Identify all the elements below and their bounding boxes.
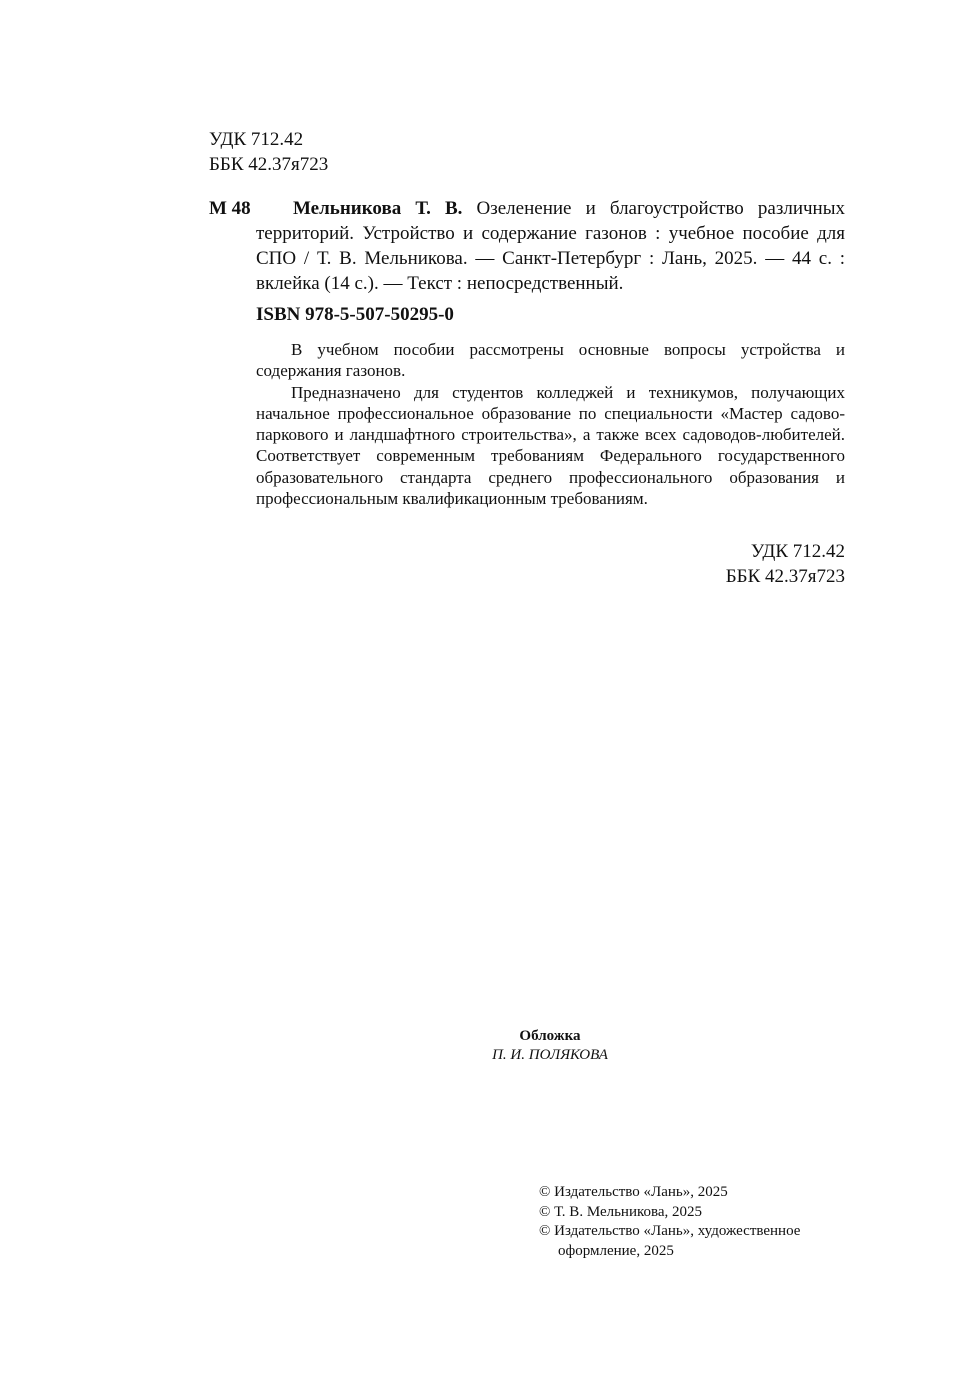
classification-top xyxy=(209,127,328,177)
cover-designer: П. И. ПОЛЯКОВА xyxy=(492,1047,608,1063)
annotation xyxy=(256,339,845,509)
copyright-line: © Издательство «Лань», художественное оформление, 2025 xyxy=(539,1223,801,1259)
author-name: Мельникова Т. В. xyxy=(293,198,463,219)
bibliographic-entry xyxy=(209,196,845,296)
isbn: ISBN 978-5-507-50295-0 xyxy=(256,304,454,325)
udk-code: УДК 712.42 xyxy=(750,541,845,562)
annotation-paragraph: В учебном пособии рассмотрены основные вопросы устройства и содержания газонов. xyxy=(256,340,845,381)
author-mark: М 48 xyxy=(209,198,251,219)
cover-label: Обложка xyxy=(519,1028,581,1044)
cover-credit xyxy=(430,1027,670,1065)
description-text: Озеленение и благоустройство различных территорий. Устройство и содержание газонов : учебное пособие для СПО / Т. В. Мельникова. — Санкт-Петербург : Лань, 2025. — 44 с. : вклейка (14 с.). — Текст : непосредственный. xyxy=(256,198,845,294)
copyright-block xyxy=(539,1183,844,1261)
copyright-line: © Издательство «Лань», 2025 xyxy=(539,1184,728,1200)
bibliographic-description xyxy=(256,196,845,296)
annotation-paragraph: Предназначено для студентов колледжей и техникумов, получающих начальное профессиональное образование по специальности «Мастер садово-паркового и ландшафтного строительства», а также всех садоводов-любителей. Соответствует современным требованиям Федерального государственного образовательного стандарта среднего профессионального образования и профессиональным квалификационным требованиям. xyxy=(256,382,845,509)
udk-code: УДК 712.42 xyxy=(209,129,304,150)
copyright-line: © Т. В. Мельникова, 2025 xyxy=(539,1203,703,1220)
bbk-code: ББК 42.37я723 xyxy=(209,154,329,175)
bbk-code: ББК 42.37я723 xyxy=(725,566,845,587)
classification-annotation xyxy=(726,539,845,589)
